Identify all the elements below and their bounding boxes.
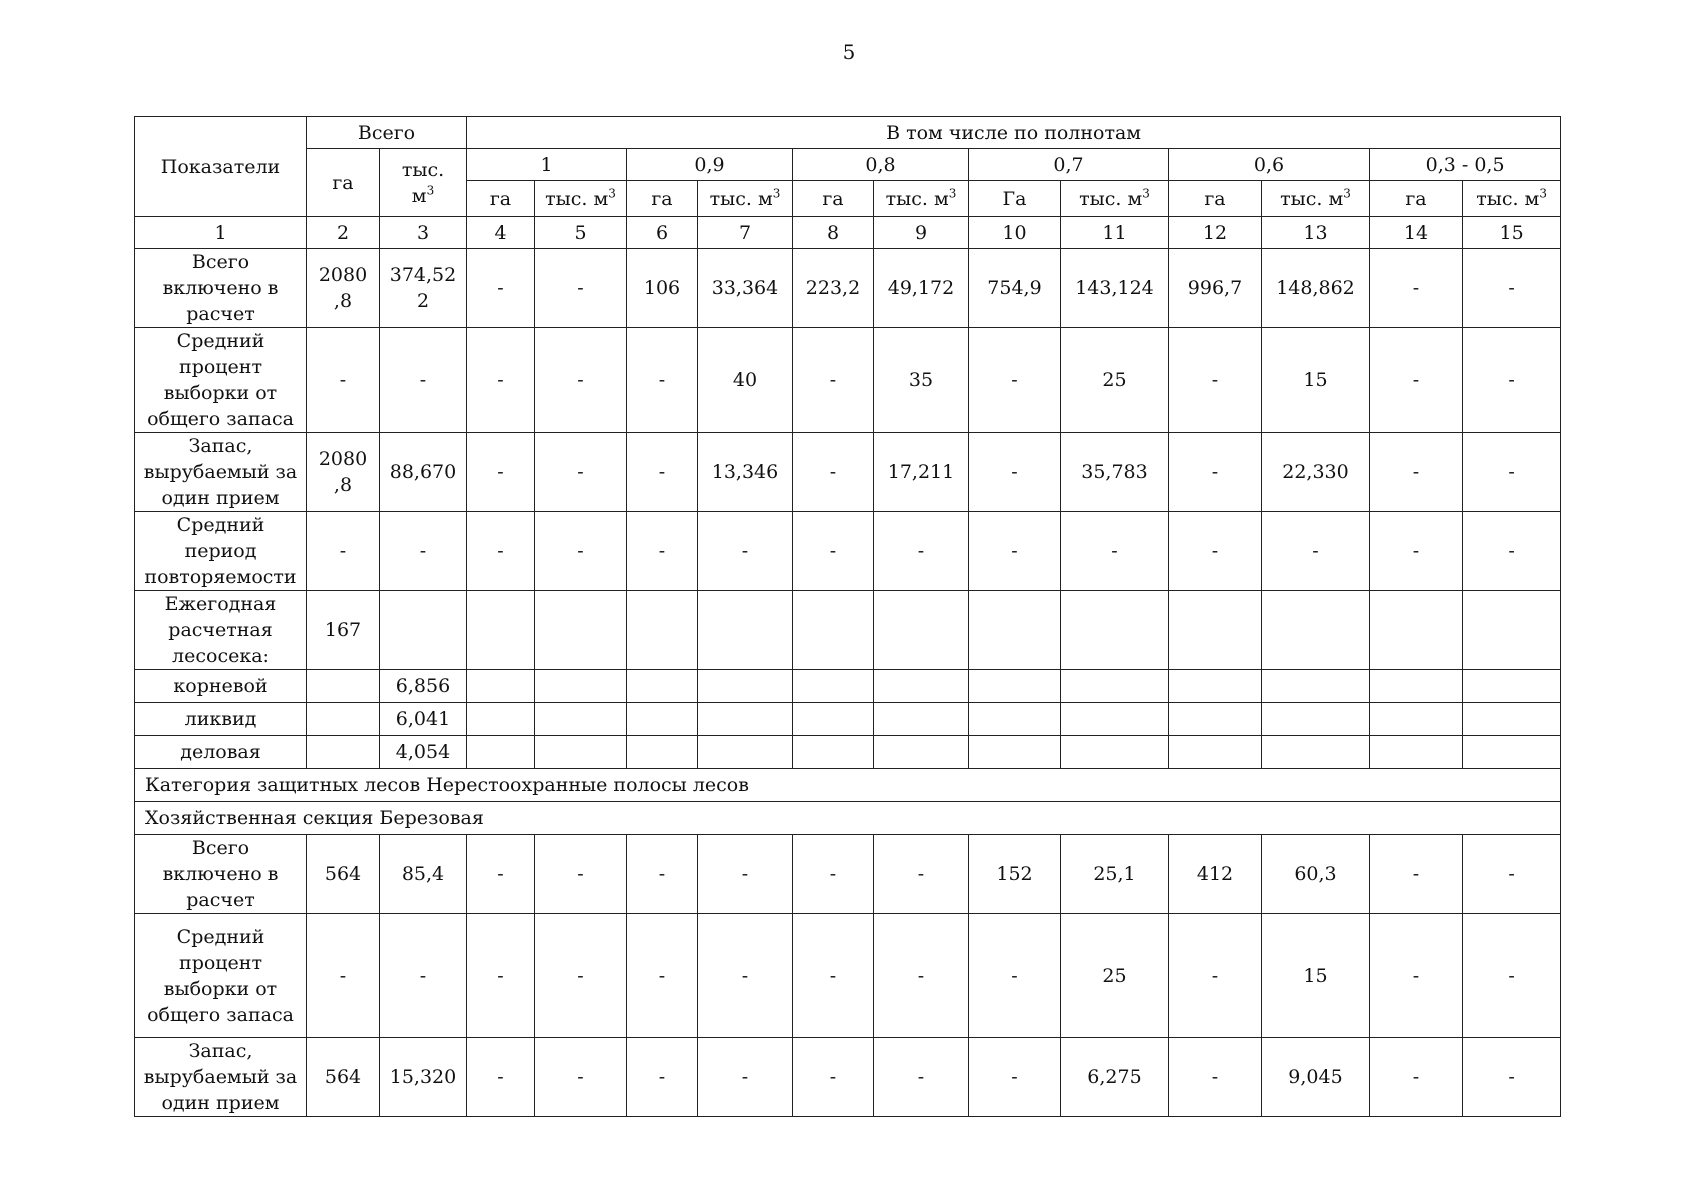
column-numbers-row [135,217,1561,249]
unit-thous-m3: тыс. $м^3$ [874,181,969,217]
col-number: 13 [1262,217,1370,249]
table-cell [1262,703,1370,736]
table-cell: - [1370,249,1463,328]
col-number: 11 [1061,217,1169,249]
table-cell: - [1169,328,1262,433]
table-cell [467,670,535,703]
unit-ha: га [1370,181,1463,217]
col-number: 1 [135,217,307,249]
table-cell [874,591,969,670]
table-cell: - [627,433,698,512]
page-number: 5 [842,40,856,64]
table-cell [1061,591,1169,670]
table-cell: - [307,328,380,433]
unit-thous-m3: тыс. $м^3$ [1262,181,1370,217]
table-cell: - [627,835,698,914]
table-cell: 754,9 [969,249,1061,328]
table-cell: - [627,914,698,1038]
table-cell: - [467,512,535,591]
unit-thous-m3: тыс. $м^3$ [1061,181,1169,217]
table-cell: - [969,512,1061,591]
table-cell: 6,275 [1061,1038,1169,1117]
table-cell [793,591,874,670]
table-cell: - [1370,914,1463,1038]
table-cell: - [380,328,467,433]
col-number: 5 [535,217,627,249]
table-cell [627,736,698,769]
table-cell [793,703,874,736]
table-cell: - [1463,328,1561,433]
table-cell [874,703,969,736]
table-cell: 9,045 [1262,1038,1370,1117]
table-cell: - [793,328,874,433]
table-cell [627,670,698,703]
row-label: Ежегодная расчетная лесосека: [135,591,307,670]
table-cell: - [1370,433,1463,512]
header-indicators: Показатели [135,117,307,217]
header-density-08: 0,8 [793,149,969,181]
table-cell [1262,736,1370,769]
col-number: 9 [874,217,969,249]
table-row [135,433,1561,512]
table-cell [307,670,380,703]
col-number: 15 [1463,217,1561,249]
table-cell: - [969,433,1061,512]
table-cell: 85,4 [380,835,467,914]
table-row [135,1038,1561,1117]
table-cell [698,670,793,703]
table-cell: - [1169,512,1262,591]
table-cell [793,670,874,703]
section-row [135,802,1561,835]
table-cell: - [467,328,535,433]
table-cell: 25 [1061,914,1169,1038]
table-cell: 564 [307,1038,380,1117]
header-total: Всего [307,117,467,149]
table-cell: 35 [874,328,969,433]
col-number: 3 [380,217,467,249]
table-cell: 152 [969,835,1061,914]
unit-ha: га [1169,181,1262,217]
table-cell: - [535,1038,627,1117]
row-label: Запас, вырубаемый за один прием [135,1038,307,1117]
table-cell: - [793,1038,874,1117]
table-cell: 17,211 [874,433,969,512]
table-cell [535,703,627,736]
col-number: 12 [1169,217,1262,249]
header-row-2 [135,149,1561,181]
table-cell [1262,670,1370,703]
table-row [135,736,1561,769]
table-cell: - [793,433,874,512]
table-cell: - [307,512,380,591]
table-cell: - [535,433,627,512]
table-cell: 33,364 [698,249,793,328]
table-cell: 6,856 [380,670,467,703]
row-label: деловая [135,736,307,769]
table-cell [1370,591,1463,670]
table-cell [467,591,535,670]
col-number: 14 [1370,217,1463,249]
table-cell: - [467,433,535,512]
table-cell: - [793,835,874,914]
table-cell: - [969,328,1061,433]
table-cell [698,703,793,736]
table-cell: - [1169,1038,1262,1117]
table-cell: - [969,1038,1061,1117]
header-total-thous-m3 [380,149,467,217]
header-cube: 3 [426,183,435,198]
row-label: Средний процент выборки от общего запаса [135,328,307,433]
table-cell [969,670,1061,703]
table-cell: 106 [627,249,698,328]
table-cell: - [874,512,969,591]
table-cell: - [467,249,535,328]
forest-harvest-table [134,116,1561,1117]
table-cell: - [698,1038,793,1117]
row-label: Всего включено в расчет [135,835,307,914]
table-cell [627,591,698,670]
header-density-07: 0,7 [969,149,1169,181]
table-cell [1370,736,1463,769]
table-cell: - [535,512,627,591]
table-cell: 15 [1262,328,1370,433]
table-cell: - [1463,433,1561,512]
table-cell: 88,670 [380,433,467,512]
table-cell [380,591,467,670]
header-density-09: 0,9 [627,149,793,181]
table-cell [1463,591,1561,670]
table-cell: - [1463,1038,1561,1117]
table-cell: - [793,512,874,591]
table-cell: 40 [698,328,793,433]
col-number: 2 [307,217,380,249]
table-cell [969,703,1061,736]
table-cell: - [535,835,627,914]
table-cell: - [969,914,1061,1038]
header-density-1: 1 [467,149,627,181]
unit-ha: га [793,181,874,217]
table-row [135,328,1561,433]
table-cell [467,736,535,769]
table-cell: 564 [307,835,380,914]
table-cell [535,670,627,703]
table-cell: 143,124 [1061,249,1169,328]
table-cell [969,591,1061,670]
table-cell [874,736,969,769]
table-cell: - [307,914,380,1038]
table-cell: - [1463,512,1561,591]
table-cell: - [627,1038,698,1117]
unit-thous-m3: тыс. $м^3$ [535,181,627,217]
table-cell: - [380,512,467,591]
table-cell [1061,703,1169,736]
table-cell: - [1061,512,1169,591]
table-cell: - [380,914,467,1038]
table-cell: - [1370,512,1463,591]
col-number: 8 [793,217,874,249]
table-cell: - [467,835,535,914]
table-cell: - [698,914,793,1038]
header-total-ha: га [307,149,380,217]
table-cell: - [467,914,535,1038]
table-row [135,591,1561,670]
table-cell: 60,3 [1262,835,1370,914]
table-cell: - [535,328,627,433]
col-number: 7 [698,217,793,249]
table-cell: - [1370,328,1463,433]
table-cell: 223,2 [793,249,874,328]
unit-thous-m3: тыс. $м^3$ [698,181,793,217]
table-cell: - [1463,914,1561,1038]
table-cell [1061,736,1169,769]
header-m: м [411,184,427,207]
table-cell: - [535,914,627,1038]
unit-ha-cap: Га [969,181,1061,217]
table-cell [1370,670,1463,703]
table-cell: 4,054 [380,736,467,769]
unit-ha: га [467,181,535,217]
table-cell: 49,172 [874,249,969,328]
table-cell: 22,330 [1262,433,1370,512]
table-cell [793,736,874,769]
table-cell [1463,670,1561,703]
table-cell: 996,7 [1169,249,1262,328]
table-cell: 374,52 2 [380,249,467,328]
header-thous: тыс. [401,158,445,181]
table-cell [1262,591,1370,670]
table-cell [874,670,969,703]
section-row [135,769,1561,802]
table-cell: - [1262,512,1370,591]
col-number: 6 [627,217,698,249]
table-row [135,670,1561,703]
header-row-1 [135,117,1561,149]
table-cell: 412 [1169,835,1262,914]
table-cell [1463,736,1561,769]
table-cell [1370,703,1463,736]
table-row [135,512,1561,591]
row-label: Средний период повторяемости [135,512,307,591]
table-cell [1463,703,1561,736]
table-cell: - [698,835,793,914]
table-cell [627,703,698,736]
table-cell: - [535,249,627,328]
table-row [135,914,1561,1038]
table-cell [1169,591,1262,670]
table-cell: - [874,835,969,914]
table-cell: - [1463,835,1561,914]
table-cell [1061,670,1169,703]
unit-thous-m3: тыс. $м^3$ [1463,181,1561,217]
unit-ha: га [627,181,698,217]
row-label: Запас, вырубаемый за один прием [135,433,307,512]
col-number: 4 [467,217,535,249]
table-cell: 25,1 [1061,835,1169,914]
col-number: 10 [969,217,1061,249]
table-cell: 15,320 [380,1038,467,1117]
header-incl-by-density: В том числе по полнотам [467,117,1561,149]
table-row [135,249,1561,328]
table-cell [1169,703,1262,736]
table-cell: - [467,1038,535,1117]
table-cell: - [698,512,793,591]
table-cell: 2080 ,8 [307,249,380,328]
table-cell: 2080 ,8 [307,433,380,512]
table-cell: 15 [1262,914,1370,1038]
table-cell [467,703,535,736]
table-cell: - [874,1038,969,1117]
table-cell [698,736,793,769]
table-cell: - [627,512,698,591]
table-cell: - [793,914,874,1038]
table-cell [307,703,380,736]
table-cell: 167 [307,591,380,670]
table-cell: - [627,328,698,433]
section-economy: Хозяйственная секция Березовая [135,802,1561,835]
table-cell: - [1370,1038,1463,1117]
table-cell [535,736,627,769]
row-label: корневой [135,670,307,703]
table-cell [1169,670,1262,703]
table-cell [535,591,627,670]
table-cell [307,736,380,769]
header-density-06: 0,6 [1169,149,1370,181]
table-row [135,835,1561,914]
table-cell [1169,736,1262,769]
table-cell: 25 [1061,328,1169,433]
row-label: Всего включено в расчет [135,249,307,328]
table-cell [969,736,1061,769]
row-label: ликвид [135,703,307,736]
table-cell: 35,783 [1061,433,1169,512]
table-cell: - [1370,835,1463,914]
table-cell: - [1169,914,1262,1038]
table-cell: - [1463,249,1561,328]
table-cell: 6,041 [380,703,467,736]
table-cell [698,591,793,670]
table-cell: - [1169,433,1262,512]
section-category: Категория защитных лесов Нерестоохранные полосы лесов [135,769,1561,802]
table-row [135,703,1561,736]
header-density-03-05: 0,3 - 0,5 [1370,149,1561,181]
table-cell: - [874,914,969,1038]
table-cell: 148,862 [1262,249,1370,328]
table-cell: 13,346 [698,433,793,512]
row-label: Средний процент выборки от общего запаса [135,914,307,1038]
